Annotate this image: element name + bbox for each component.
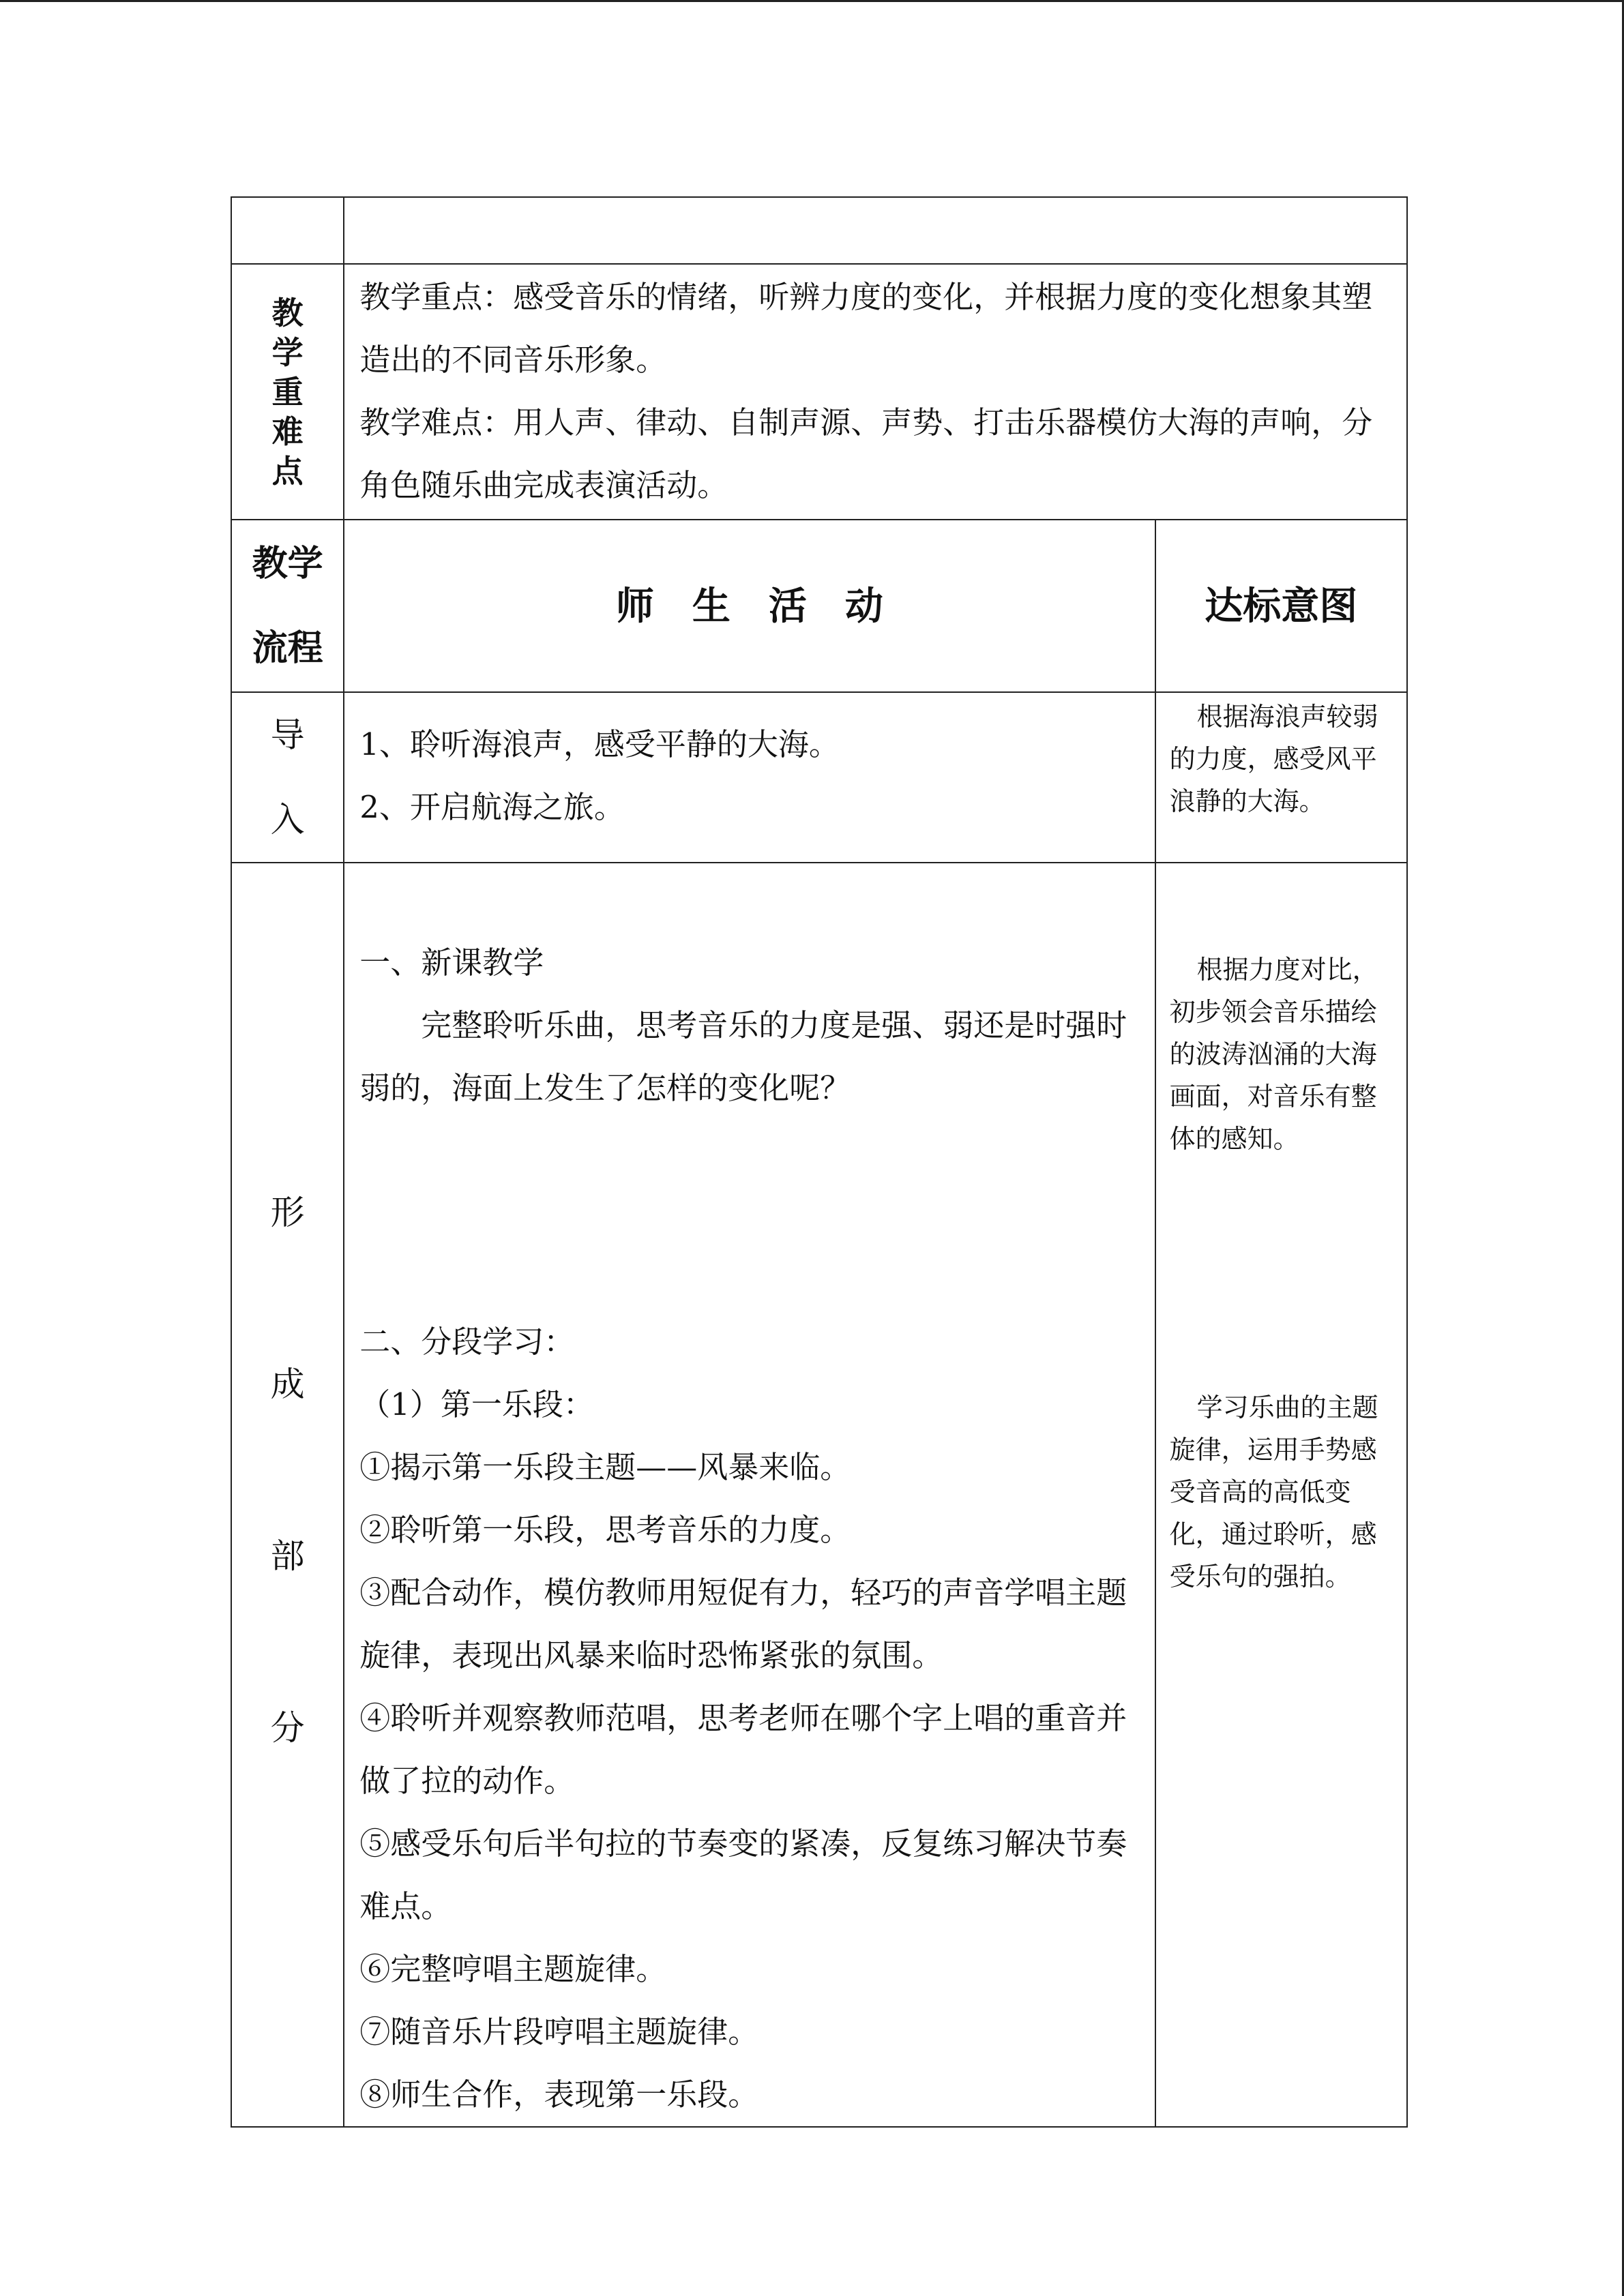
lesson-plan-table	[231, 196, 1408, 2128]
formation-label-char: 成	[270, 1365, 305, 1404]
key-points-label	[231, 264, 344, 520]
teaching-focus: 教学重点：感受音乐的情绪，听辨力度的变化，并根据力度的变化想象其塑造出的不同音乐形象。	[359, 279, 1373, 378]
step-item: ⑥完整哼唱主题旋律。	[359, 1951, 667, 1987]
top-border-line	[0, 0, 1624, 2]
key-points-label-char: 重	[271, 373, 304, 411]
intro-intent-text: 根据海浪声较弱的力度，感受风平浪静的大海。	[1169, 702, 1378, 816]
section1-body: 完整聆听乐曲，思考音乐的力度是强、弱还是时强时弱的，海面上发生了怎样的变化呢？	[359, 1007, 1127, 1106]
step-item: ⑦随音乐片段哼唱主题旋律。	[359, 2014, 759, 2050]
key-points-label-char: 学	[271, 333, 304, 371]
formation-label-char: 部	[270, 1536, 305, 1576]
section1-title: 一、新课教学	[359, 944, 544, 981]
section2-title: 二、分段学习：	[359, 1324, 575, 1360]
key-points-row	[231, 264, 1407, 520]
header-row	[231, 520, 1407, 692]
blank-cell-right	[344, 197, 1407, 264]
subsection-title: （1）第一乐段：	[359, 1386, 594, 1422]
intro-label-char: 入	[270, 800, 305, 839]
intro-label-char: 导	[270, 715, 305, 755]
intro-item: 2、开启航海之旅。	[359, 789, 625, 825]
intent-header	[1155, 520, 1407, 692]
flow-header-line2: 流程	[252, 627, 323, 669]
step-item: ④聆听并观察教师范唱，思考老师在哪个字上唱的重音并做了拉的动作。	[359, 1700, 1127, 1799]
blank-cell-left	[231, 197, 344, 264]
step-item: ③配合动作，模仿教师用短促有力，轻巧的声音学唱主题旋律，表现出风暴来临时恐怖紧张的氛围。	[359, 1575, 1127, 1673]
intro-row	[231, 692, 1407, 863]
activities-header	[344, 520, 1155, 692]
intent-header-text: 达标意图	[1205, 583, 1358, 629]
step-item: ⑧师生合作，表现第一乐段。	[359, 2076, 759, 2113]
teaching-difficulty: 教学难点：用人声、律动、自制声源、声势、打击乐器模仿大海的声响，分角色随乐曲完成表演活动。	[359, 404, 1373, 503]
intro-label	[231, 692, 344, 863]
intro-item: 1、聆听海浪声，感受平静的大海。	[359, 726, 840, 762]
formation-intent	[1155, 863, 1407, 2127]
blank-top-row	[231, 197, 1407, 264]
activities-header-text: 师 生 活 动	[615, 583, 883, 629]
formation-intent-1: 根据力度对比，初步领会音乐描绘的波涛汹涌的大海画面，对音乐有整体的感知。	[1169, 955, 1378, 1154]
formation-label-char: 分	[270, 1708, 305, 1748]
key-points-label-char: 教	[271, 294, 304, 331]
flow-header	[231, 520, 344, 692]
formation-content	[344, 863, 1155, 2127]
key-points-label-char: 难	[271, 413, 304, 450]
formation-label-char: 形	[270, 1193, 305, 1232]
step-item: ②聆听第一乐段，思考音乐的力度。	[359, 1512, 851, 1548]
flow-header-line1: 教学	[252, 542, 323, 584]
step-item: ⑤感受乐句后半句拉的节奏变的紧凑，反复练习解决节奏难点。	[359, 1825, 1127, 1924]
formation-intent-2: 学习乐曲的主题旋律，运用手势感受音高的高低变化，通过聆听，感受乐句的强拍。	[1169, 1392, 1378, 1592]
intro-content	[344, 692, 1155, 863]
intro-intent	[1155, 692, 1407, 863]
key-points-content	[344, 264, 1407, 520]
key-points-label-char: 点	[271, 452, 304, 490]
step-item: ①揭示第一乐段主题——风暴来临。	[359, 1449, 851, 1485]
formation-label	[231, 863, 344, 2127]
formation-row	[231, 863, 1407, 2127]
